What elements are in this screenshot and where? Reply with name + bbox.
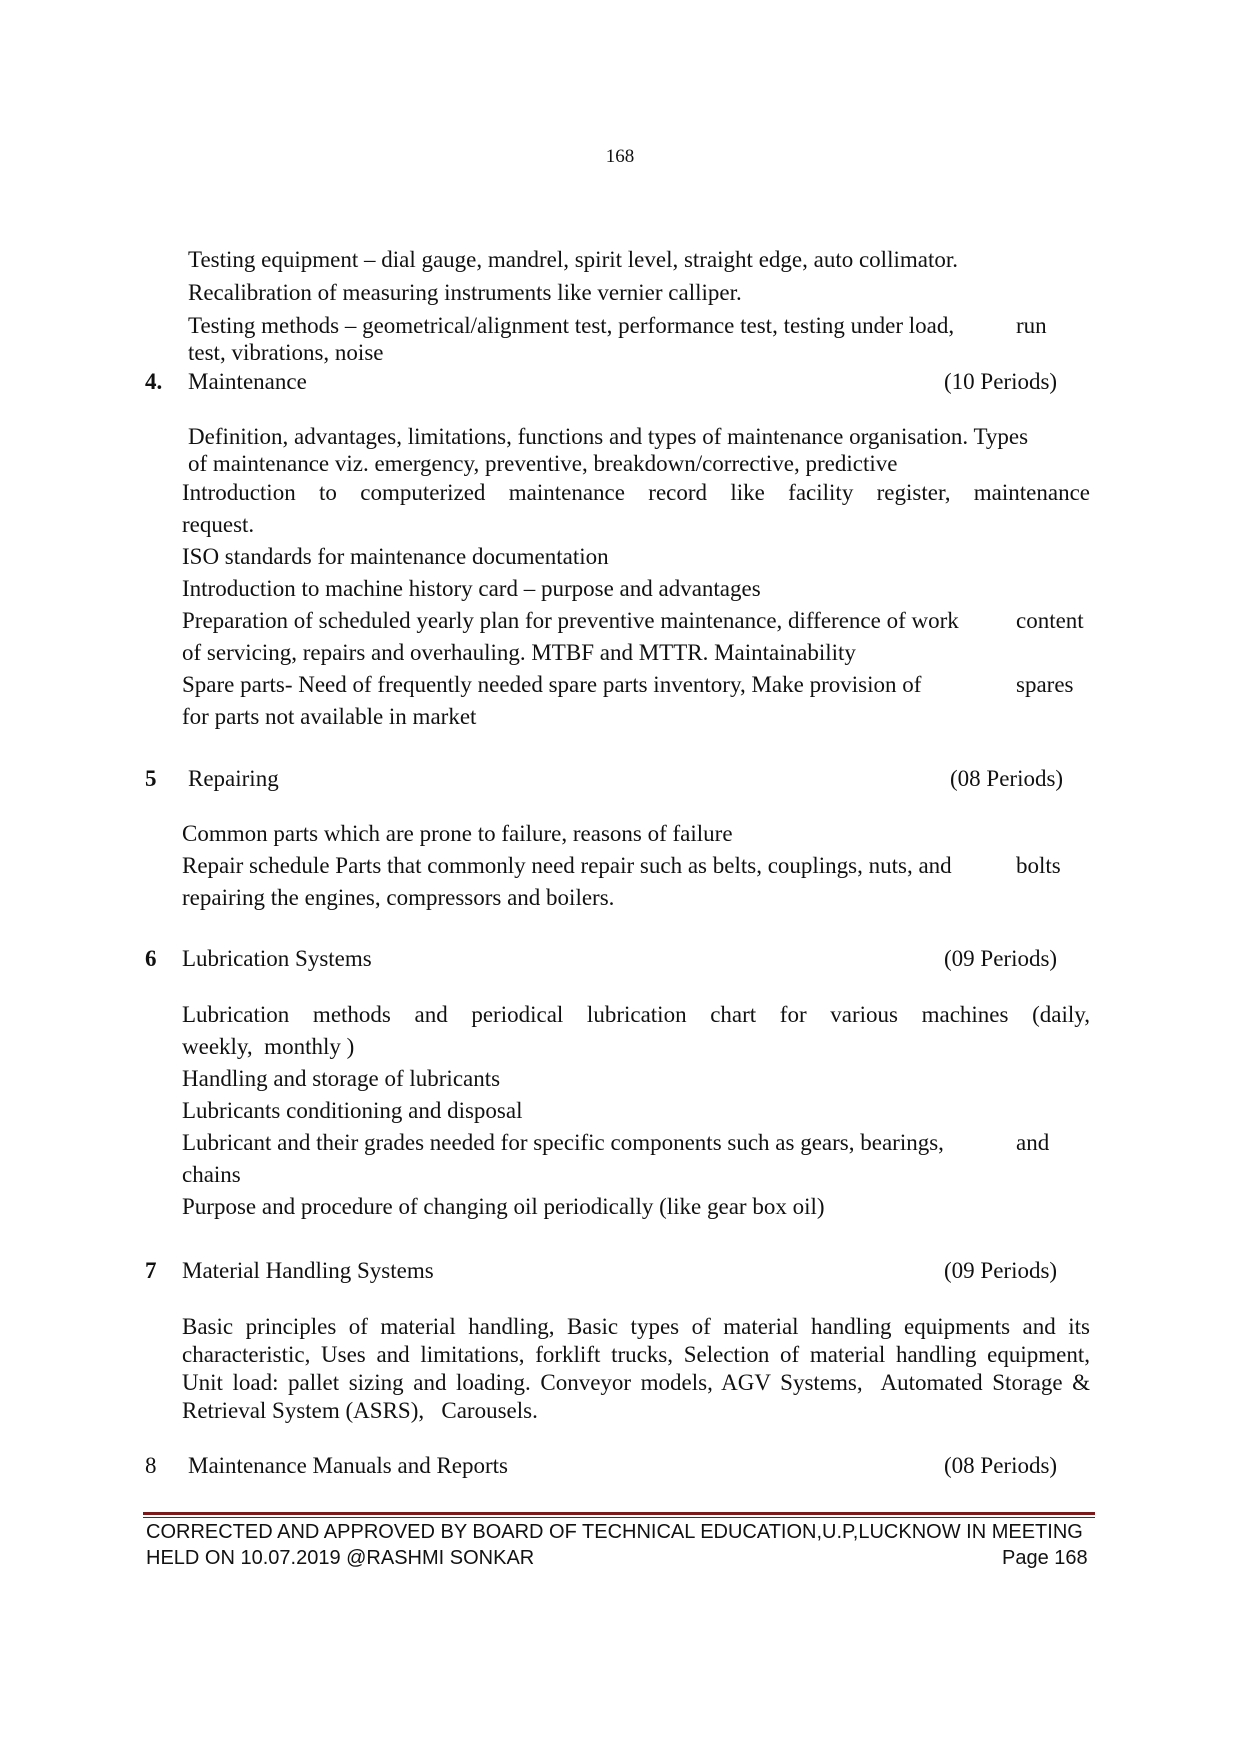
- intro-line: Testing methods – geometrical/alignment test, performance test, testing under load,: [188, 313, 955, 338]
- body-line: weekly, monthly ): [182, 1034, 355, 1059]
- body-line: Introduction to machine history card – purpose and advantages: [182, 576, 761, 601]
- page-number: 168: [605, 146, 635, 167]
- section-title: Lubrication Systems: [182, 946, 372, 971]
- body-line: Lubricant and their grades needed for specific components such as gears, bearings,: [182, 1130, 944, 1155]
- body-line: content: [1016, 608, 1084, 633]
- section-periods: (08 Periods): [944, 1453, 1058, 1478]
- body-line: for parts not available in market: [182, 704, 477, 729]
- body-line: request.: [182, 512, 255, 537]
- body-line: Lubricants conditioning and disposal: [182, 1098, 523, 1123]
- section-periods: (08 Periods): [950, 766, 1064, 791]
- footer-line-2: HELD ON 10.07.2019 @RASHMI SONKAR: [146, 1547, 535, 1569]
- intro-line: Testing equipment – dial gauge, mandrel, spirit level, straight edge, auto collimator.: [188, 247, 958, 272]
- section-title: Maintenance Manuals and Reports: [188, 1453, 508, 1478]
- body-line: ISO standards for maintenance documentation: [182, 544, 609, 569]
- footer-line-1: CORRECTED AND APPROVED BY BOARD OF TECHNICAL EDUCATION,U.P,LUCKNOW IN MEETING: [146, 1521, 1083, 1543]
- section-number: 8: [145, 1453, 157, 1478]
- body-line: characteristic, Uses and limitations, forklift trucks, Selection of material handling equipment,: [182, 1342, 1090, 1367]
- body-line: spares: [1016, 672, 1074, 697]
- body-line: Preparation of scheduled yearly plan for preventive maintenance, difference of work: [182, 608, 959, 633]
- body-line: Definition, advantages, limitations, functions and types of maintenance organisation. Types: [188, 424, 1029, 449]
- section-number: 6: [145, 946, 157, 971]
- section-number: 7: [145, 1258, 157, 1283]
- body-line: Purpose and procedure of changing oil periodically (like gear box oil): [182, 1194, 825, 1219]
- section-number: 4.: [145, 369, 163, 394]
- intro-line: test, vibrations, noise: [188, 340, 384, 365]
- footer-divider-thin: [143, 1517, 1095, 1518]
- body-line: Basic principles of material handling, Basic types of material handling equipments and its: [182, 1314, 1090, 1339]
- body-line: Lubrication methods and periodical lubrication chart for various machines (daily,: [182, 1002, 1090, 1027]
- body-line: chains: [182, 1162, 241, 1187]
- section-periods: (09 Periods): [944, 946, 1058, 971]
- body-line: Repair schedule Parts that commonly need repair such as belts, couplings, nuts, and: [182, 853, 952, 878]
- body-line: Handling and storage of lubricants: [182, 1066, 501, 1091]
- body-line: Spare parts- Need of frequently needed spare parts inventory, Make provision of: [182, 672, 922, 697]
- intro-line: Recalibration of measuring instruments like vernier calliper.: [188, 280, 742, 305]
- section-title: Material Handling Systems: [182, 1258, 434, 1283]
- body-line: Unit load: pallet sizing and loading. Conveyor models, AGV Systems, Automated Storage &: [182, 1370, 1090, 1395]
- footer-divider: [143, 1512, 1095, 1515]
- footer-page-label: Page 168: [1002, 1547, 1088, 1569]
- body-line: repairing the engines, compressors and boilers.: [182, 885, 615, 910]
- body-line: and: [1016, 1130, 1050, 1155]
- body-line: of maintenance viz. emergency, preventive, breakdown/corrective, predictive: [188, 451, 898, 476]
- intro-line: run: [1016, 313, 1047, 338]
- body-line: Retrieval System (ASRS), Carousels.: [182, 1398, 538, 1423]
- section-title: Maintenance: [188, 369, 307, 394]
- section-periods: (10 Periods): [944, 369, 1058, 394]
- body-line: Common parts which are prone to failure, reasons of failure: [182, 821, 733, 846]
- body-line: bolts: [1016, 853, 1061, 878]
- section-number: 5: [145, 766, 157, 791]
- section-periods: (09 Periods): [944, 1258, 1058, 1283]
- body-line: of servicing, repairs and overhauling. MTBF and MTTR. Maintainability: [182, 640, 856, 665]
- body-line: Introduction to computerized maintenance record like facility register, maintenance: [182, 480, 1090, 505]
- section-title: Repairing: [188, 766, 279, 791]
